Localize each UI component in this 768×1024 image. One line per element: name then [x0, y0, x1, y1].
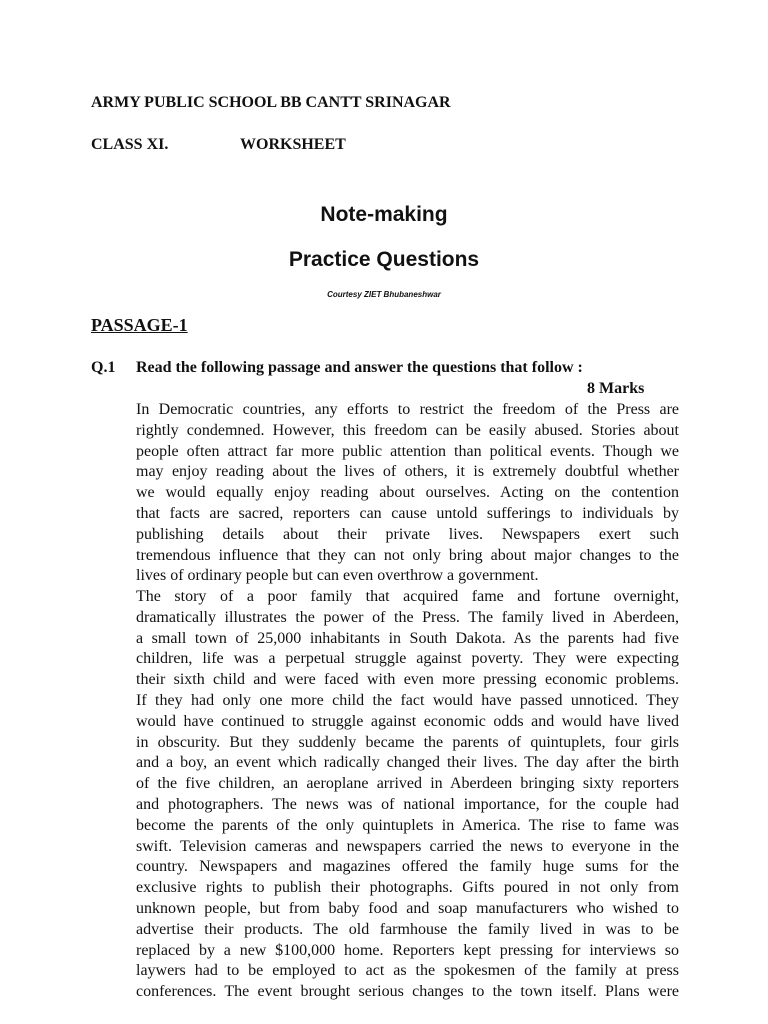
passage-heading: PASSAGE-1 [91, 315, 188, 335]
text-line: replaced by a new $100,000 home. Reporters kept pressing for interviews so [136, 941, 679, 959]
passage-paragraph-2 [136, 587, 679, 1003]
passage-paragraph-1 [136, 400, 679, 587]
text-line: people often attract far more public attention than political events. Though we [136, 442, 679, 460]
text-line: and a boy, an event which radically changed their lives. The day after the birth [136, 754, 679, 772]
text-line: become the parents of the only quintuplets in America. The rise to fame was [136, 816, 679, 834]
text-line: a small town of 25,000 inhabitants in South Dakota. As the parents had five [136, 629, 679, 647]
courtesy-note: Courtesy ZIET Bhubaneshwar [327, 290, 441, 299]
text-line: in obscurity. But they suddenly became the parents of quintuplets, four girls [136, 733, 679, 751]
text-line: unknown people, but from baby food and soap manufacturers who wished to [136, 899, 679, 917]
text-line: exclusive rights to publish their photographs. Gifts poured in not only from [136, 879, 679, 897]
text-line: If they had only one more child the fact would have passed unnoticed. They [136, 691, 679, 709]
school-name: ARMY PUBLIC SCHOOL BB CANTT SRINAGAR [91, 94, 451, 111]
text-line: lives of ordinary people but can even overthrow a government. [136, 567, 539, 585]
text-line: we would equally enjoy reading about ourselves. Acting on the contention [136, 484, 679, 502]
text-line: The story of a poor family that acquired fame and fortune overnight, [136, 588, 679, 605]
text-line: laywers had to be employed to act as the spokesmen of the family at press [136, 962, 679, 980]
text-line: that facts are sacred, reporters can cause untold sufferings to individuals by [136, 504, 679, 522]
text-line: of the five children, an aeroplane arrived in Aberdeen bringing sixty reporters [136, 775, 679, 793]
text-line: rightly condemned. However, this freedom can be easily abused. Stories about [136, 421, 679, 439]
text-line: country. Newspapers and magazines offered the family huge sums for the [136, 858, 679, 876]
text-line: tremendous influence that they can not only bring about major changes to the [136, 546, 679, 564]
text-line: publishing details about their private lives. Newspapers exert such [136, 525, 679, 543]
page-subtitle: Practice Questions [288, 248, 480, 271]
class-row [91, 136, 346, 154]
question-number: Q.1 [91, 359, 116, 376]
page-title: Note-making [320, 203, 448, 226]
text-line: may enjoy reading about the lives of others, it is extremely doubtful whether [136, 463, 679, 481]
text-line: swift. Television cameras and newspapers carried the news to everyone in the [136, 837, 679, 855]
text-line: dramatically illustrates the power of the Press. The family lived in Aberdeen, [136, 608, 679, 626]
marks-label: 8 Marks [587, 380, 645, 397]
text-line: In Democratic countries, any efforts to restrict the freedom of the Press are [136, 401, 679, 418]
text-line: conferences. The event brought serious changes to the town itself. Plans were [136, 983, 679, 1001]
text-line: advertise their products. The old farmhouse the family lived in was to be [136, 920, 679, 938]
text-line: children, life was a perpetual struggle against poverty. They were expecting [136, 650, 679, 668]
text-line: would have continued to struggle against economic odds and would have lived [136, 712, 679, 730]
worksheet-label: WORKSHEET [240, 136, 346, 153]
question-text: Read the following passage and answer the questions that follow : [136, 359, 583, 376]
text-line: and photographers. The news was of national importance, for the couple had [136, 795, 679, 813]
text-line: their sixth child and were faced with even more pressing economic problems. [136, 671, 679, 689]
class-label: CLASS XI. [91, 136, 169, 153]
